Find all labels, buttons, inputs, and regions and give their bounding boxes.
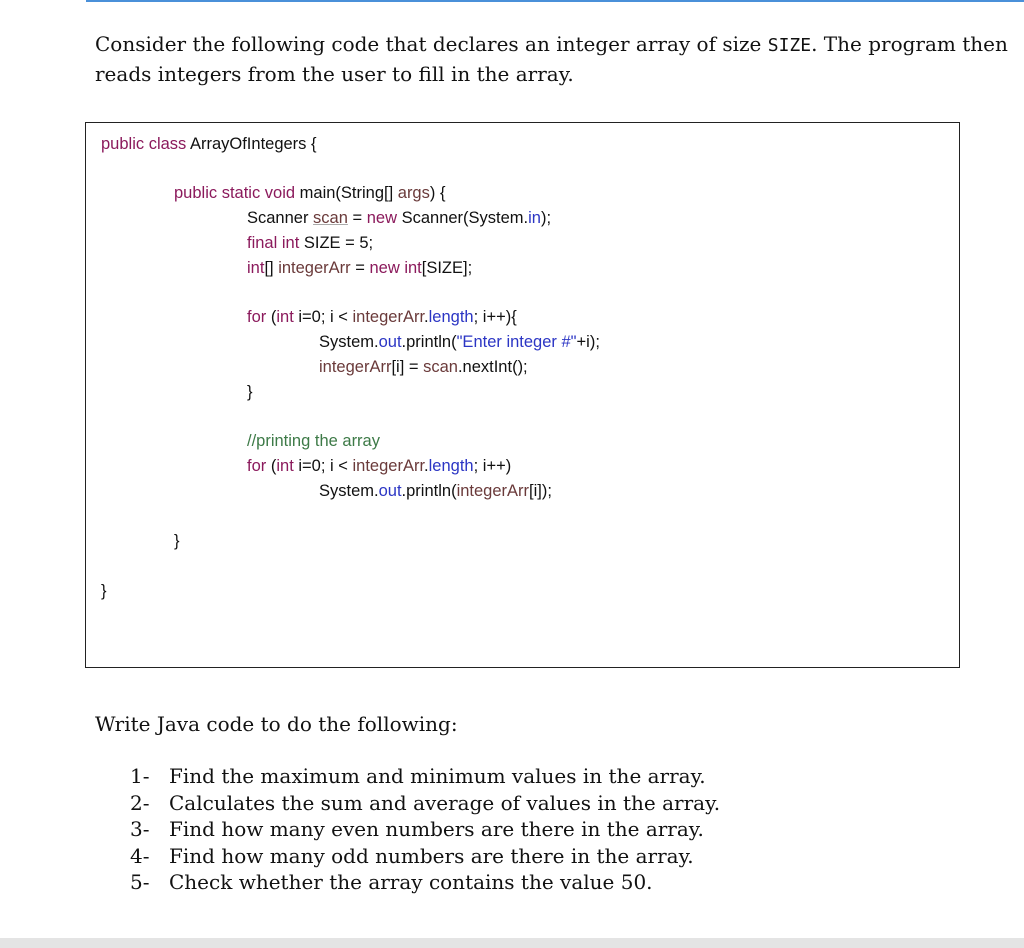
code-block <box>85 122 960 668</box>
code-line-comment: //printing the array <box>247 432 380 450</box>
list-item <box>130 843 720 870</box>
task-text: Find the maximum and minimum values in the array. <box>169 764 706 788</box>
task-text: Check whether the array contains the value 50. <box>169 870 653 894</box>
task-list <box>130 763 720 896</box>
intro-code-term: SIZE <box>767 35 812 56</box>
intro-paragraph <box>95 30 1015 88</box>
code-line-main: public static void main(String[] args) { <box>174 184 446 202</box>
intro-text-part1: Consider the following code that declares an integer array of size <box>95 32 768 56</box>
top-divider <box>86 0 1024 2</box>
code-line-for2: for (int i=0; i < integerArr.length; i++) <box>247 457 512 475</box>
task-number: 2- <box>130 790 150 815</box>
code-line-print2: System.out.println(integerArr[i]); <box>319 482 552 500</box>
code-line-close-class: } <box>101 582 107 600</box>
code-line-close-main: } <box>174 532 180 550</box>
task-text: Find how many even numbers are there in the array. <box>169 817 704 841</box>
task-number: 5- <box>130 870 150 894</box>
bottom-bar <box>0 938 1024 948</box>
code-line-print1: System.out.println("Enter integer #"+i); <box>319 333 600 351</box>
code-line-for1: for (int i=0; i < integerArr.length; i++){ <box>247 308 517 326</box>
task-number: 4- <box>130 843 150 868</box>
task-text: Calculates the sum and average of values in the array. <box>169 790 721 815</box>
list-item <box>130 790 720 817</box>
task-number: 3- <box>130 817 150 841</box>
intro-text-part2: . The program then reads integers from the user to fill in the array. <box>95 32 1008 86</box>
code-line-assign: integerArr[i] = scan.nextInt(); <box>319 358 528 376</box>
code-line-size: final int SIZE = 5; <box>247 234 374 252</box>
task-number: 1- <box>130 764 150 788</box>
task-text: Find how many odd numbers are there in the array. <box>169 843 694 868</box>
list-item <box>130 816 720 843</box>
code-line-class: public class ArrayOfIntegers { <box>101 135 317 153</box>
code-line-close-for1: } <box>247 383 253 401</box>
code-line-array-decl: int[] integerArr = new int[SIZE]; <box>247 259 473 277</box>
list-item <box>130 869 720 896</box>
task-heading: Write Java code to do the following: <box>95 712 458 736</box>
list-item <box>130 763 720 790</box>
code-line-scanner: Scanner scan = new Scanner(System.in); <box>247 209 552 227</box>
